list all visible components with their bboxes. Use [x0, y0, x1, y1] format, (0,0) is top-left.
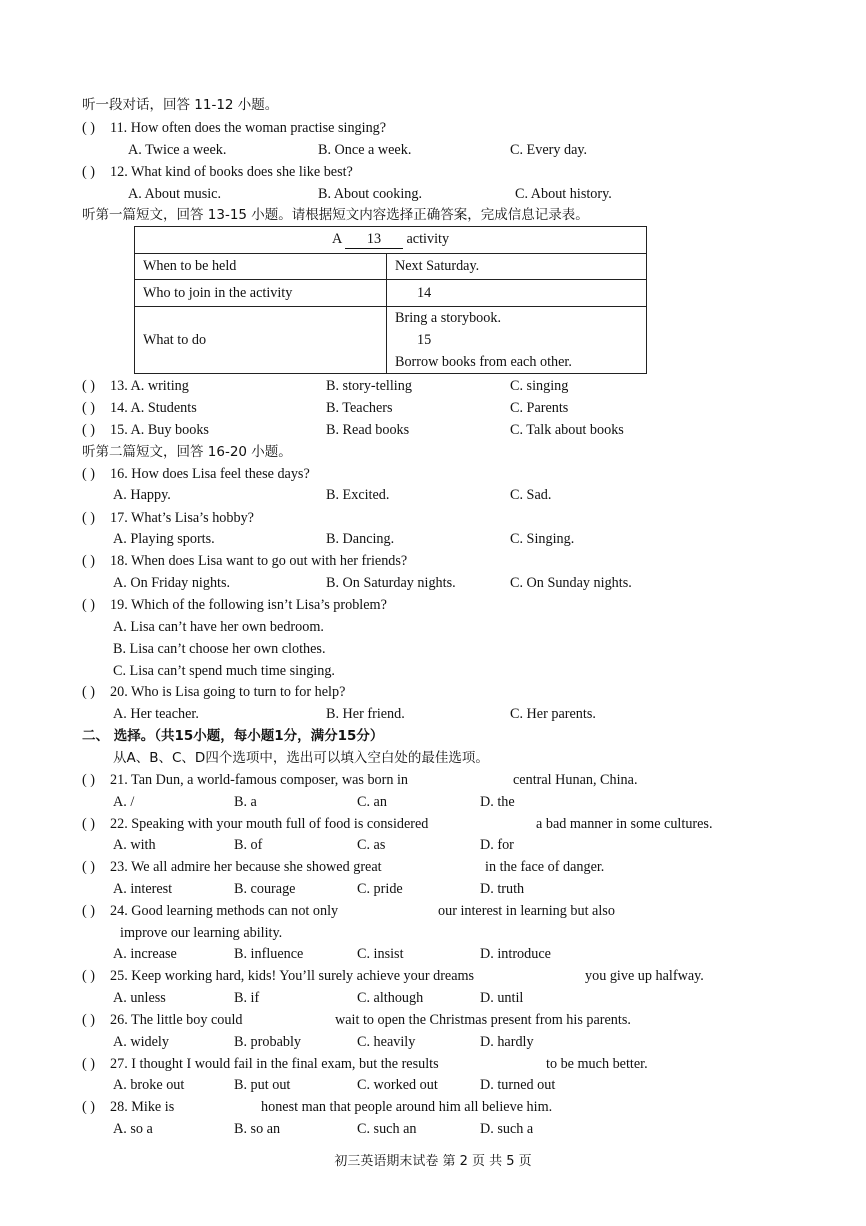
- option-b: B. Teachers: [326, 400, 393, 416]
- option-a: A. with: [113, 837, 156, 853]
- section-a-intro: 听一段对话，回答 11-12 小题。: [82, 97, 279, 113]
- page-footer: 初三英语期末试卷 第 2 页 共 5 页: [334, 1154, 532, 1169]
- option-c: C. pride: [357, 881, 403, 897]
- option-b: B. of: [234, 837, 263, 853]
- option-a: 13. A. writing: [110, 378, 189, 394]
- row-label: When to be held: [135, 254, 387, 280]
- option-d: D. the: [480, 794, 515, 810]
- info-record-table: [134, 226, 647, 374]
- option-b: B. Read books: [326, 422, 410, 438]
- option-c: C. Every day.: [510, 142, 588, 158]
- option-c: C. About history.: [515, 186, 612, 202]
- option-a: A. /: [113, 794, 135, 810]
- table-title: A 13 activity: [135, 227, 647, 254]
- option-a: A. increase: [113, 946, 177, 962]
- question-text: 20. Who is Lisa going to turn to for help?: [110, 684, 346, 700]
- option-b: B. Once a week.: [318, 142, 412, 158]
- row-value: Bring a storybook. 15 Borrow books from each other.: [387, 307, 647, 374]
- option-c: C. an: [357, 794, 387, 810]
- option-c: C. On Sunday nights.: [510, 575, 632, 591]
- answer-paren: ( ): [82, 510, 95, 526]
- option-c: C. Her parents.: [510, 706, 596, 722]
- question-text: 23. We all admire her because she showed great: [110, 859, 382, 875]
- option-d: D. introduce: [480, 946, 551, 962]
- option-b: B. Her friend.: [326, 706, 405, 722]
- answer-paren: ( ): [82, 1099, 95, 1115]
- section-c-intro: 听第二篇短文，回答 16-20 小题。: [82, 444, 292, 460]
- option-c: C. worked out: [357, 1077, 438, 1093]
- option-b: B. a: [234, 794, 257, 810]
- option-a: A. Playing sports.: [113, 531, 215, 547]
- answer-paren: ( ): [82, 120, 95, 136]
- option-d: D. truth: [480, 881, 525, 897]
- option-b: B. On Saturday nights.: [326, 575, 456, 591]
- option-a: A. Happy.: [113, 487, 171, 503]
- question-text-continued: you give up halfway.: [585, 968, 704, 984]
- answer-paren: ( ): [82, 903, 95, 919]
- option-b: B. story-telling: [326, 378, 412, 394]
- row-value: Next Saturday.: [387, 254, 647, 280]
- option-d: D. turned out: [480, 1077, 556, 1093]
- option-c: C. heavily: [357, 1034, 416, 1050]
- question-text: 26. The little boy could: [110, 1012, 243, 1028]
- option-d: D. until: [480, 990, 524, 1006]
- question-text: 19. Which of the following isn’t Lisa’s problem?: [110, 597, 387, 613]
- answer-paren: ( ): [82, 859, 95, 875]
- row-label: Who to join in the activity: [135, 280, 387, 307]
- option-b: B. About cooking.: [318, 186, 423, 202]
- option-c: C. Sad.: [510, 487, 552, 503]
- question-text: 27. I thought I would fail in the final exam, but the results: [110, 1056, 439, 1072]
- option-b: B. Excited.: [326, 487, 390, 503]
- row-label: What to do: [135, 307, 387, 374]
- option-b: B. influence: [234, 946, 304, 962]
- question-text-continued: wait to open the Christmas present from his parents.: [335, 1012, 631, 1028]
- option-a: A. On Friday nights.: [113, 575, 231, 591]
- question-text-line2: improve our learning ability.: [120, 925, 283, 941]
- section-b-intro: 听第一篇短文，回答 13-15 小题。请根据短文内容选择正确答案，完成信息记录表。: [82, 207, 589, 223]
- option-c: C. Parents: [510, 400, 569, 416]
- option-a: A. widely: [113, 1034, 169, 1050]
- part2-heading: 二、 选择。（共15小题，每小题1分，满分15分）: [82, 728, 384, 744]
- option-c: C. insist: [357, 946, 404, 962]
- option-c: C. as: [357, 837, 386, 853]
- blank-15: 15: [417, 332, 432, 348]
- question-text-continued: in the face of danger.: [485, 859, 605, 875]
- question-text-continued: to be much better.: [546, 1056, 648, 1072]
- option-c: C. although: [357, 990, 424, 1006]
- answer-paren: ( ): [82, 684, 95, 700]
- question-text: 25. Keep working hard, kids! You’ll surely achieve your dreams: [110, 968, 475, 984]
- answer-paren: ( ): [82, 816, 95, 832]
- answer-paren: ( ): [82, 553, 95, 569]
- option-b: B. if: [234, 990, 260, 1006]
- option-a: A. Twice a week.: [128, 142, 227, 158]
- blank-14: 14: [387, 280, 647, 307]
- question-text: 16. How does Lisa feel these days?: [110, 466, 310, 482]
- question-text: 12. What kind of books does she like best?: [110, 164, 353, 180]
- question-text: 22. Speaking with your mouth full of food is considered: [110, 816, 429, 832]
- answer-paren: ( ): [82, 422, 95, 438]
- option-a: A. Her teacher.: [113, 706, 199, 722]
- option-c: C. Lisa can’t spend much time singing.: [113, 663, 335, 679]
- option-b: B. put out: [234, 1077, 291, 1093]
- option-c: C. Singing.: [510, 531, 575, 547]
- question-text: 17. What’s Lisa’s hobby?: [110, 510, 254, 526]
- answer-paren: ( ): [82, 1012, 95, 1028]
- option-b: B. probably: [234, 1034, 301, 1050]
- answer-paren: ( ): [82, 400, 95, 416]
- question-text: 18. When does Lisa want to go out with her friends?: [110, 553, 408, 569]
- question-text: 24. Good learning methods can not only: [110, 903, 339, 919]
- question-text: 28. Mike is: [110, 1099, 175, 1115]
- option-a: A. so a: [113, 1121, 153, 1137]
- option-c: C. singing: [510, 378, 569, 394]
- question-text: 21. Tan Dun, a world-famous composer, was born in: [110, 772, 409, 788]
- option-b: B. courage: [234, 881, 296, 897]
- answer-paren: ( ): [82, 597, 95, 613]
- answer-paren: ( ): [82, 378, 95, 394]
- question-text-continued: honest man that people around him all believe him.: [261, 1099, 553, 1115]
- option-c: C. Talk about books: [510, 422, 624, 438]
- option-b: B. Lisa can’t choose her own clothes.: [113, 641, 326, 657]
- answer-paren: ( ): [82, 1056, 95, 1072]
- option-d: D. hardly: [480, 1034, 534, 1050]
- blank-13: 13: [345, 231, 403, 249]
- answer-paren: ( ): [82, 772, 95, 788]
- option-d: D. for: [480, 837, 514, 853]
- option-a: 15. A. Buy books: [110, 422, 209, 438]
- question-text-continued: a bad manner in some cultures.: [536, 816, 713, 832]
- question-text: 11. How often does the woman practise singing?: [110, 120, 387, 136]
- option-a: A. Lisa can’t have her own bedroom.: [113, 619, 324, 635]
- answer-paren: ( ): [82, 164, 95, 180]
- question-text-continued: central Hunan, China.: [513, 772, 638, 788]
- option-c: C. such an: [357, 1121, 417, 1137]
- option-a: A. unless: [113, 990, 166, 1006]
- answer-paren: ( ): [82, 968, 95, 984]
- option-b: B. so an: [234, 1121, 281, 1137]
- option-a: A. interest: [113, 881, 173, 897]
- part2-instruction: 从A、B、C、D四个选项中，选出可以填入空白处的最佳选项。: [113, 750, 489, 766]
- option-b: B. Dancing.: [326, 531, 395, 547]
- option-a: A. About music.: [128, 186, 222, 202]
- option-d: D. such a: [480, 1121, 534, 1137]
- question-text-continued: our interest in learning but also: [438, 903, 615, 919]
- option-a: A. broke out: [113, 1077, 185, 1093]
- option-a: 14. A. Students: [110, 400, 197, 416]
- answer-paren: ( ): [82, 466, 95, 482]
